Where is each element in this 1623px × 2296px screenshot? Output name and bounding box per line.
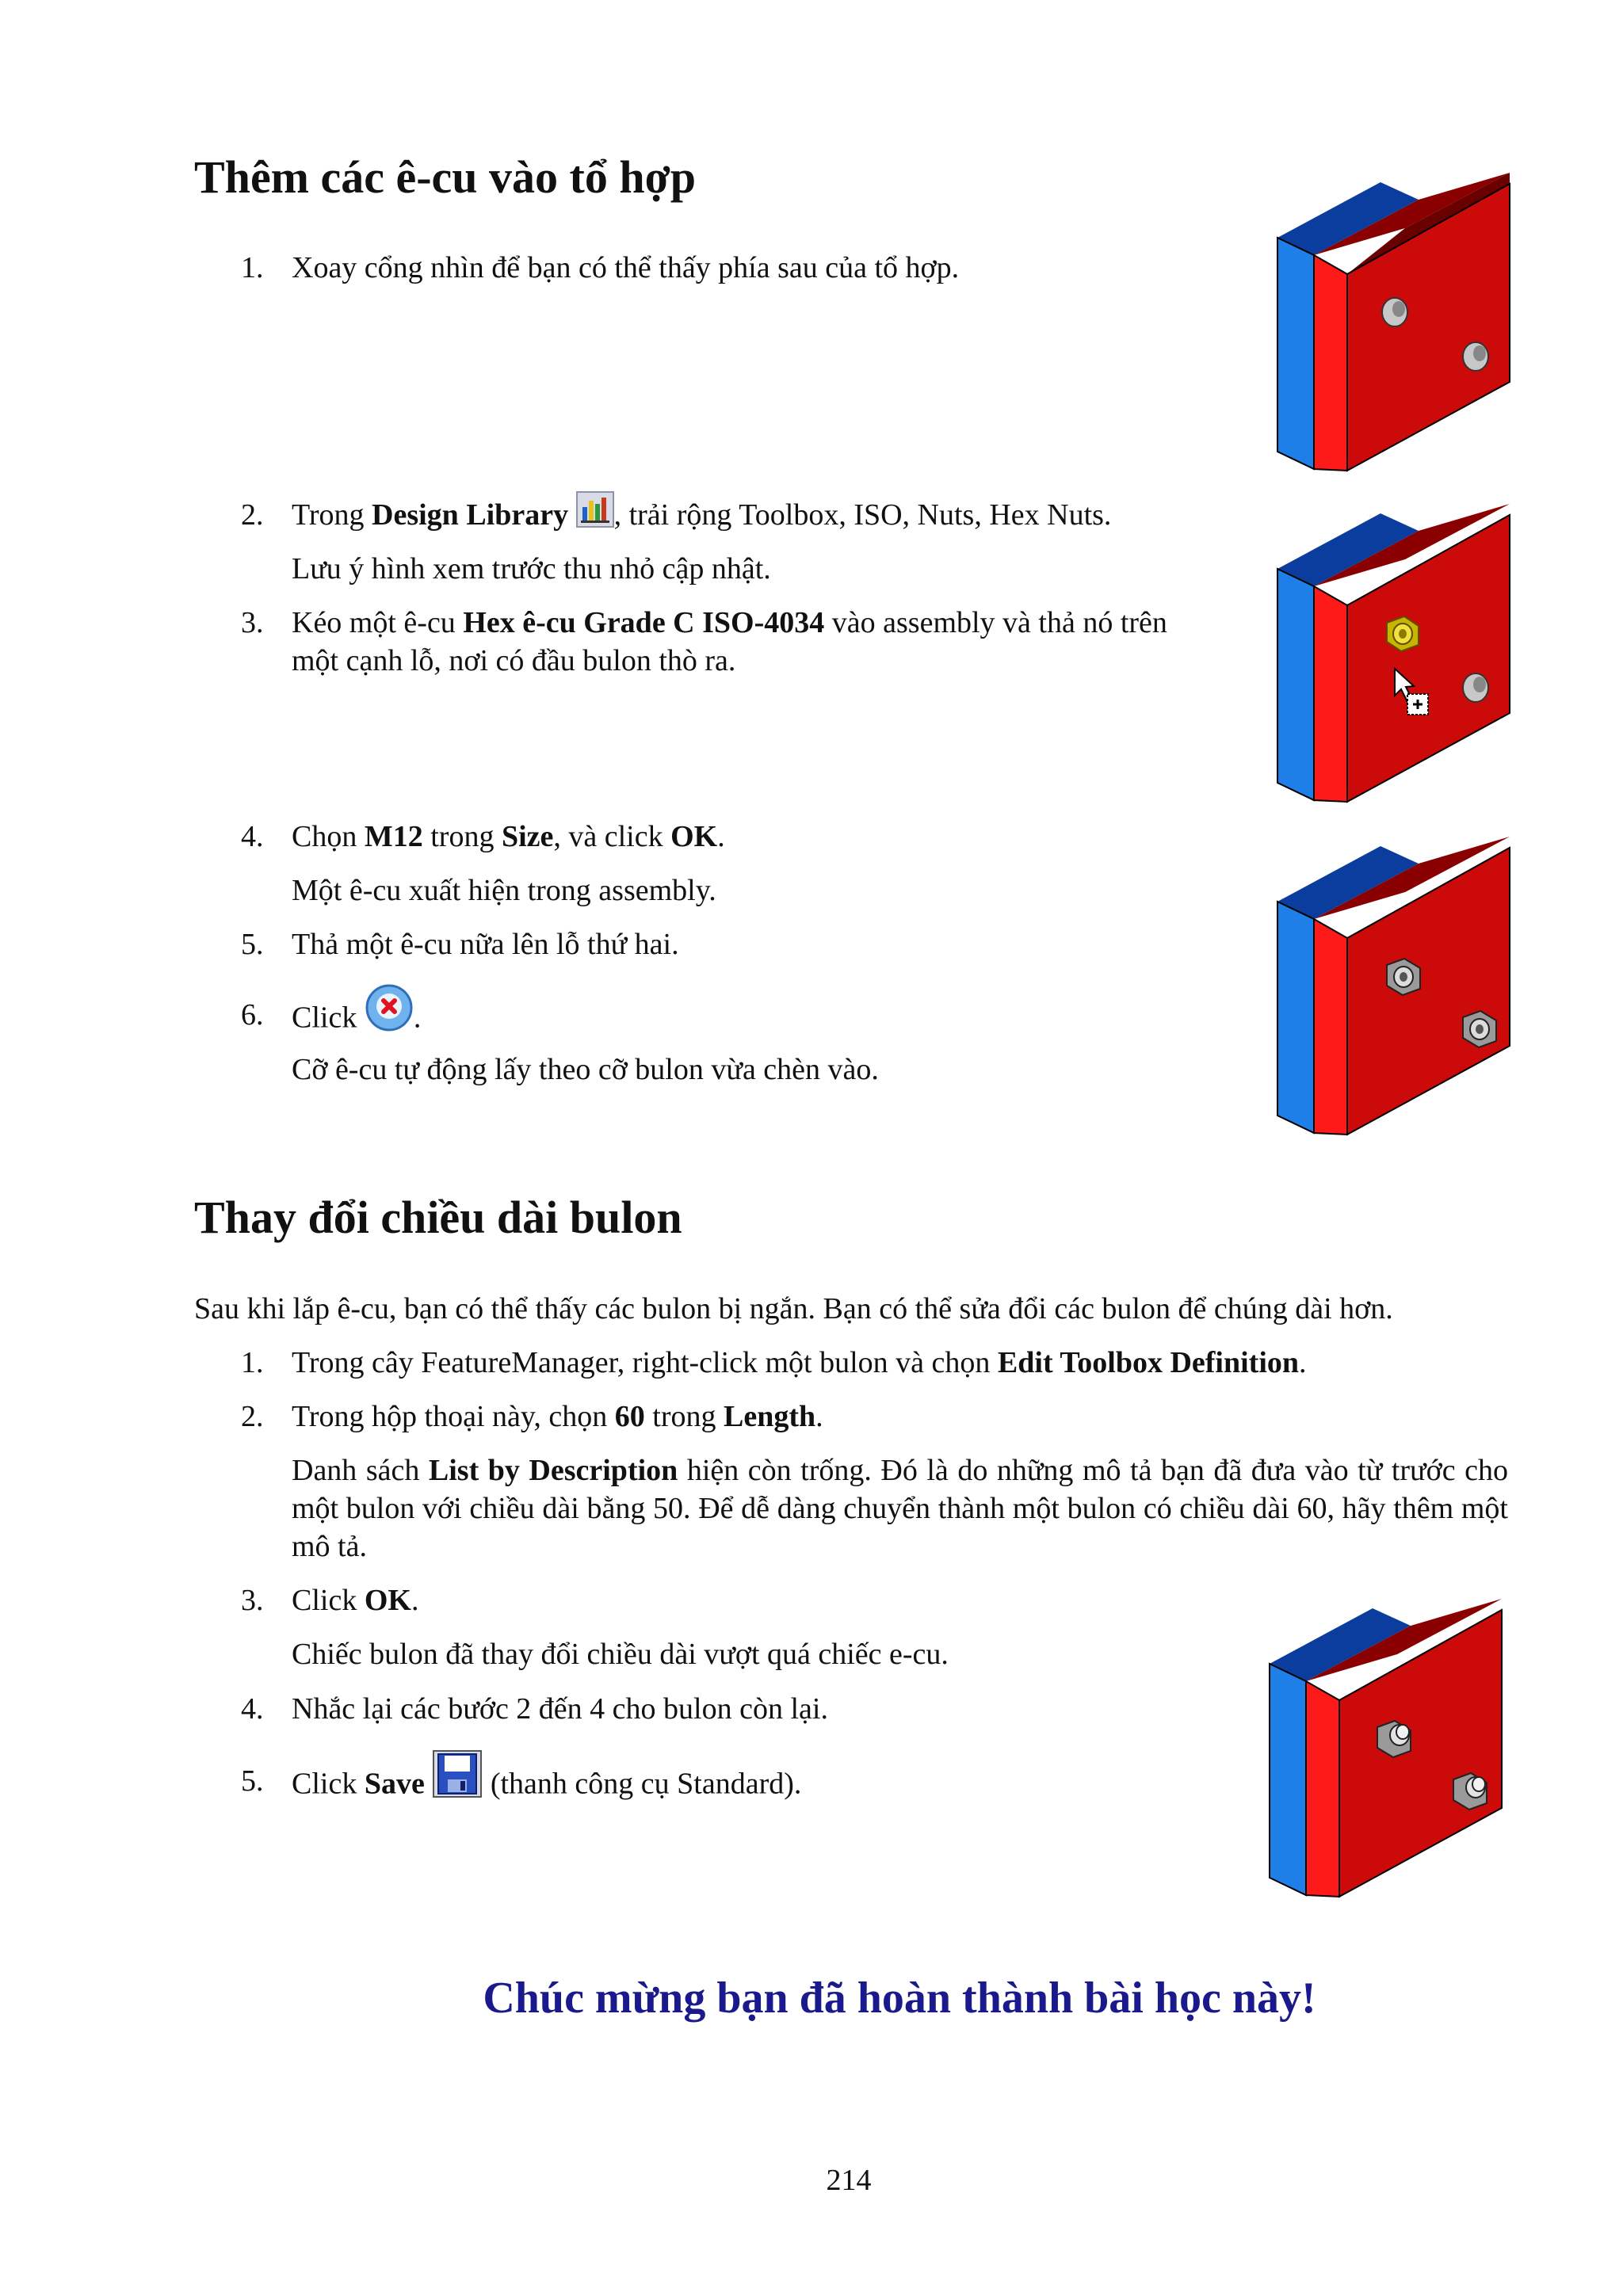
- step-number: 2.: [241, 1400, 264, 1433]
- assembly-figure-nuts-added: [1268, 814, 1522, 1143]
- step-text: Click Save (thanh công cụ Standard).: [292, 1762, 801, 1811]
- step-note: Một ê-cu xuất hiện trong assembly.: [292, 874, 716, 907]
- page-number: 214: [826, 2164, 872, 2197]
- congratulations-message: Chúc mừng bạn đã hoàn thành bài học này!: [483, 1974, 1316, 2023]
- step-text: Chọn M12 trong Size, và click OK.: [292, 820, 725, 853]
- step-text: Xoay cổng nhìn để bạn có thể thấy phía sau của tổ hợp.: [292, 251, 960, 284]
- step-text: Trong hộp thoại này, chọn 60 trong Length.: [292, 1400, 823, 1433]
- step-number: 2.: [241, 498, 264, 532]
- step-number: 1.: [241, 1346, 264, 1379]
- step-number: 6.: [241, 998, 264, 1032]
- step-text: Nhắc lại các bước 2 đến 4 cho bulon còn lại.: [292, 1692, 828, 1726]
- assembly-figure-drag-nut: [1268, 482, 1522, 810]
- step-number: 3.: [241, 606, 264, 639]
- save-icon[interactable]: [432, 1749, 483, 1798]
- step-text: Click .: [292, 996, 421, 1045]
- design-library-icon[interactable]: [576, 491, 614, 528]
- step-number: 4.: [241, 1692, 264, 1726]
- step-text: Thả một ê-cu nữa lên lỗ thứ hai.: [292, 928, 679, 961]
- step-number: 3.: [241, 1584, 264, 1617]
- step-text: Kéo một ê-cu Hex ê-cu Grade C ISO-4034 vào assembly và thả nó trên: [292, 606, 1167, 639]
- step-text-continued: một cạnh lỗ, nơi có đầu bulon thò ra.: [292, 644, 736, 677]
- step-number: 4.: [241, 820, 264, 853]
- step-note: Chiếc bulon đã thay đổi chiều dài vượt quá chiếc e-cu.: [292, 1638, 949, 1671]
- step-text: Click OK.: [292, 1584, 419, 1617]
- step-note-paragraph: Danh sách List by Description hiện còn trống. Đó là do những mô tả bạn đã đưa vào từ trước cho một bulon với chiều dài bằng 50. Để dễ dàng chuyển thành một bulon có chiều dài 60, hãy thêm một mô tả.: [292, 1454, 1508, 1563]
- section-title-add-nuts: Thêm các ê-cu vào tổ hợp: [194, 151, 696, 203]
- step-number: 5.: [241, 1764, 264, 1798]
- intro-paragraph: Sau khi lắp ê-cu, bạn có thể thấy các bulon bị ngắn. Bạn có thể sửa đổi các bulon để chúng dài hơn.: [194, 1292, 1393, 1325]
- step-note: Lưu ý hình xem trước thu nhỏ cập nhật.: [292, 552, 771, 585]
- step-text: Trong cây FeatureManager, right-click một bulon và chọn Edit Toolbox Definition.: [292, 1346, 1307, 1379]
- assembly-figure-bolts-lengthened: [1260, 1577, 1514, 1905]
- step-text: Trong Design Library , trải rộng Toolbox, ISO, Nuts, Hex Nuts.: [292, 496, 1111, 536]
- assembly-figure-back-view: [1268, 151, 1522, 479]
- cancel-icon[interactable]: [365, 983, 414, 1032]
- step-note: Cỡ ê-cu tự động lấy theo cỡ bulon vừa chèn vào.: [292, 1053, 879, 1086]
- section-title-bolt-length: Thay đổi chiều dài bulon: [194, 1192, 682, 1243]
- step-number: 5.: [241, 928, 264, 961]
- step-number: 1.: [241, 251, 264, 284]
